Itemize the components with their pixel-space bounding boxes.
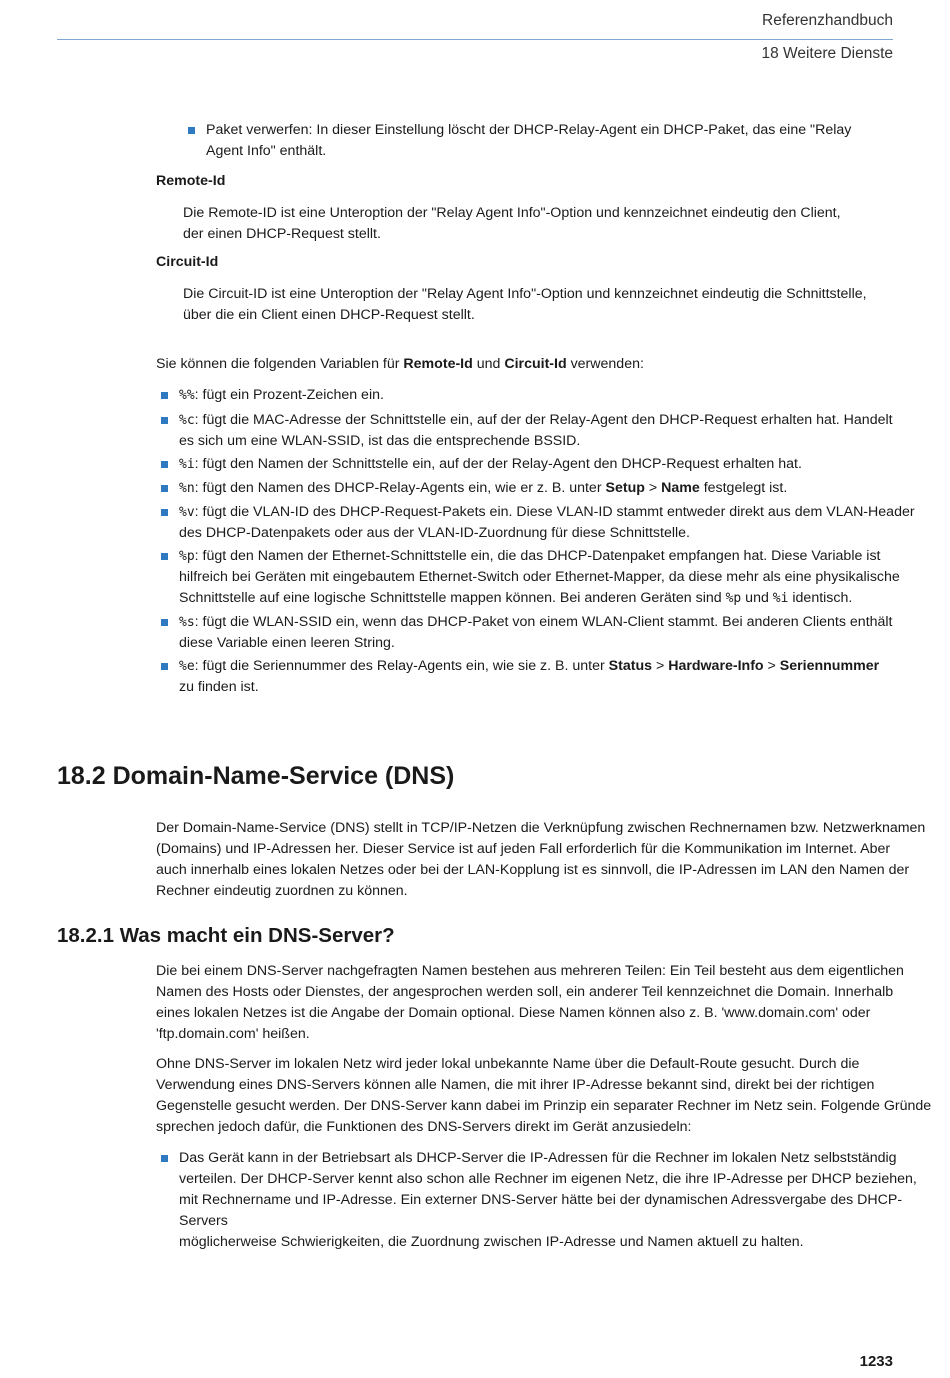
text-line: (Domains) und IP-Adressen her. Dieser Service ist auf jeden Fall erforderlich für die Kommunikation im Internet. Aber [156, 841, 891, 857]
subsection-paragraph-2 [156, 1054, 931, 1138]
variables-intro [156, 354, 644, 375]
menu-path-term: Setup [605, 480, 645, 496]
text-line: Der Domain-Name-Service (DNS) stellt in TCP/IP-Netzen die Verknüpfung zwischen Rechnernamen bzw. Netzwerknamen [156, 820, 926, 836]
text-line: festgelegt ist. [699, 480, 788, 496]
variable-code: %i [772, 591, 789, 606]
text-line: Agent Info" enthält. [206, 143, 327, 159]
text-line: eines lokalen Netzes ist die Angabe der Domain optional. Diese Namen können also z. B. 'www.domain.com' oder [156, 1005, 871, 1021]
intro-term: Circuit-Id [504, 356, 567, 372]
bullet-square-icon [161, 509, 168, 516]
list-item-var-s [179, 612, 893, 654]
list-item-var-v [179, 502, 915, 544]
list-item [179, 1148, 950, 1253]
bullet-square-icon [161, 485, 168, 492]
text-line: zu finden ist. [179, 679, 259, 695]
text-line: : fügt den Namen der Schnittstelle ein, auf der der Relay-Agent den DHCP-Request erhalten hat. [194, 456, 802, 472]
subsection-paragraph-1 [156, 961, 904, 1045]
text-line: : fügt den Namen des DHCP-Relay-Agents ein, wie er z. B. unter [194, 480, 606, 496]
term-circuit-id: Circuit-Id [156, 254, 219, 270]
text-line: 'ftp.domain.com' heißen. [156, 1026, 310, 1042]
text-line: auch innerhalb eines lokalen Netzes oder bei der LAN-Kopplung ist es sinnvoll, die IP-Adressen im LAN den Namen der [156, 862, 910, 878]
text-line: identisch. [788, 590, 853, 606]
text-line: Verwendung eines DNS-Servers können alle Namen, die mit ihrer IP-Adresse bekannt sind, direkt bei der richtigen [156, 1077, 875, 1093]
bullet-square-icon [161, 461, 168, 468]
text-line: : fügt den Namen der Ethernet-Schnittstelle ein, die das DHCP-Datenpaket empfangen hat. Diese Variable ist [194, 548, 881, 564]
text-line: sprechen jedoch dafür, die Funktionen des DNS-Servers direkt im Gerät anzusiedeln: [156, 1119, 692, 1135]
text-line: verteilen. Der DHCP-Server kennt also schon alle Rechner im eigenen Netz, die ihre IP-Adresse per DHCP beziehen, [179, 1171, 917, 1187]
bullet-square-icon [188, 127, 195, 134]
bullet-square-icon [161, 619, 168, 626]
text-line: Die bei einem DNS-Server nachgefragten Namen bestehen aus mehreren Teilen: Ein Teil besteht aus dem eigentlichen [156, 963, 904, 979]
text-line: : fügt die MAC-Adresse der Schnittstelle ein, auf der der Relay-Agent den DHCP-Request erhalten hat. Handelt [194, 412, 893, 428]
section-paragraph [156, 818, 925, 902]
text-line: diese Variable einen leeren String. [179, 635, 395, 651]
variable-code: %e [179, 659, 195, 674]
text-line: : fügt ein Prozent-Zeichen ein. [194, 387, 384, 403]
variable-code: %v [179, 505, 195, 520]
bullet-square-icon [161, 663, 168, 670]
text-line: des DHCP-Datenpakets oder aus der VLAN-ID-Zuordnung für diese Schnittstelle. [179, 525, 690, 541]
header-divider [57, 39, 893, 40]
bullet-square-icon [161, 553, 168, 560]
path-separator: > [763, 658, 780, 674]
text-line: Die Circuit-ID ist eine Unteroption der "Relay Agent Info"-Option und kennzeichnet eindeutig die Schnittstelle, [183, 286, 867, 302]
text-line: möglicherweise Schwierigkeiten, die Zuordnung zwischen IP-Adresse und Namen aktuell zu halten. [179, 1234, 804, 1250]
variable-code: %p [179, 549, 195, 564]
text-line: Paket verwerfen: In dieser Einstellung löscht der DHCP-Relay-Agent ein DHCP-Paket, das eine "Relay [206, 122, 852, 138]
bullet-square-icon [161, 417, 168, 424]
intro-text: und [472, 356, 505, 372]
text-line: Die Remote-ID ist eine Unteroption der "Relay Agent Info"-Option und kennzeichnet eindeutig den Client, [183, 205, 841, 221]
list-item [206, 120, 851, 162]
term-remote-id: Remote-Id [156, 173, 226, 189]
variable-code: %c [179, 413, 195, 428]
list-item-var-percent [179, 385, 384, 406]
variable-code: %i [179, 457, 195, 472]
text-line: : fügt die VLAN-ID des DHCP-Request-Pakets ein. Diese VLAN-ID stammt entweder direkt aus dem VLAN-Header [194, 504, 915, 520]
path-separator: > [652, 658, 669, 674]
menu-path-term: Status [608, 658, 653, 674]
definition-circuit-id [183, 284, 867, 326]
text-line: Gegenstelle gesucht werden. Der DNS-Server kann dabei im Prinzip ein separater Rechner im Netz sein. Folgende Gründe [156, 1098, 932, 1114]
text-line: über die ein Client einen DHCP-Request stellt. [183, 307, 475, 323]
text-line: Rechner eindeutig zuordnen zu können. [156, 883, 408, 899]
text-line: und [741, 590, 773, 606]
header-title: Referenzhandbuch [762, 12, 893, 29]
section-heading: 18.2 Domain-Name-Service (DNS) [57, 762, 455, 790]
text-line: hilfreich bei Geräten mit eingebautem Ethernet-Switch oder Ethernet-Mapper, da diese mehr als eine physikalische [179, 569, 900, 585]
variable-code: %n [179, 481, 195, 496]
bullet-square-icon [161, 1155, 168, 1162]
bullet-square-icon [161, 392, 168, 399]
text-line: es sich um eine WLAN-SSID, ist das die entsprechende BSSID. [179, 433, 581, 449]
intro-term: Remote-Id [403, 356, 473, 372]
definition-remote-id [183, 203, 841, 245]
text-line: Das Gerät kann in der Betriebsart als DHCP-Server die IP-Adressen für die Rechner im lokalen Netz selbstständig [179, 1150, 897, 1166]
text-line: Namen des Hosts oder Dienstes, der angesprochen werden soll, ein anderer Teil kennzeichnet die Domain. Innerhalb [156, 984, 894, 1000]
path-separator: > [644, 480, 662, 496]
text-line: : fügt die WLAN-SSID ein, wenn das DHCP-Paket von einem WLAN-Client stammt. Bei anderen Clients enthält [194, 614, 893, 630]
list-item-var-n [179, 478, 787, 499]
variable-code: %p [725, 591, 742, 606]
text-line: : fügt die Seriennummer des Relay-Agents ein, wie sie z. B. unter [194, 658, 609, 674]
list-item-var-p [179, 546, 900, 609]
intro-text: verwenden: [566, 356, 644, 372]
menu-path-term: Hardware-Info [668, 658, 764, 674]
text-line: der einen DHCP-Request stellt. [183, 226, 381, 242]
text-line: Schnittstelle auf eine logische Schnittstelle mappen können. Bei anderen Geräten sind [179, 590, 726, 606]
header-chapter: 18 Weitere Dienste [761, 45, 893, 62]
menu-path-term: Name [661, 480, 700, 496]
page-number: 1233 [859, 1353, 893, 1370]
text-line: Ohne DNS-Server im lokalen Netz wird jeder lokal unbekannte Name über die Default-Route gesucht. Durch die [156, 1056, 860, 1072]
list-item-var-i [179, 454, 802, 475]
list-item-var-e [179, 656, 879, 698]
menu-path-term: Seriennummer [779, 658, 880, 674]
variable-code: %% [179, 388, 195, 403]
text-line: mit Rechnername und IP-Adresse. Ein externer DNS-Server hätte bei der dynamischen Adressvergabe des DHCP-Servers [179, 1192, 903, 1229]
intro-text: Sie können die folgenden Variablen für [156, 356, 404, 372]
list-item-var-c [179, 410, 893, 452]
subsection-heading: 18.2.1 Was macht ein DNS-Server? [57, 924, 395, 947]
variable-code: %s [179, 615, 195, 630]
